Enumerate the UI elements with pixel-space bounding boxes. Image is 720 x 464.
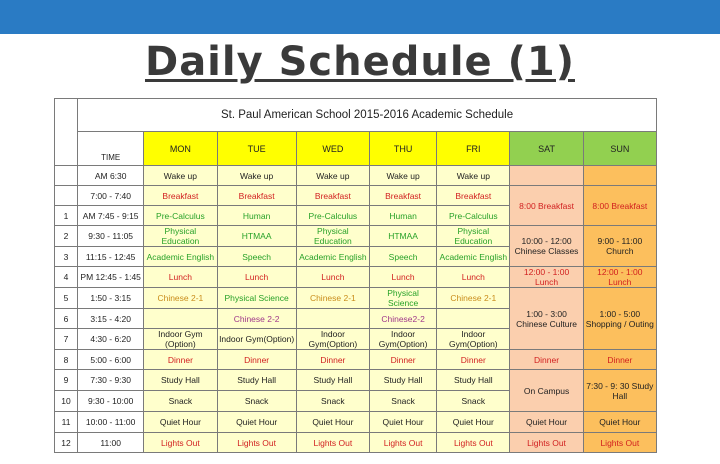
cell-tue: Lights Out xyxy=(217,433,296,453)
day-header-tue: TUE xyxy=(217,132,296,166)
table-row xyxy=(55,350,657,370)
day-header-fri: FRI xyxy=(437,132,510,166)
row-time: 1:50 - 3:15 xyxy=(78,288,144,309)
cell-fri: Wake up xyxy=(437,166,510,186)
time-header: TIME xyxy=(78,132,144,166)
cell-thu: HTMAA xyxy=(369,226,436,247)
row-time: AM 7:45 - 9:15 xyxy=(78,206,144,226)
cell-thu: Speech xyxy=(369,247,436,267)
row-time: 9:30 - 11:05 xyxy=(78,226,144,247)
cell-tue: Physical Science xyxy=(217,288,296,309)
cell-sat-evening: On Campus xyxy=(510,370,583,412)
cell-thu: Lights Out xyxy=(369,433,436,453)
cell-tue: Indoor Gym(Option) xyxy=(217,329,296,350)
cell-fri: Quiet Hour xyxy=(437,412,510,433)
cell-mon: Snack xyxy=(144,391,217,412)
top-banner xyxy=(0,0,720,34)
cell-mon: Wake up xyxy=(144,166,217,186)
cell-fri: Dinner xyxy=(437,350,510,370)
row-time: 5:00 - 6:00 xyxy=(78,350,144,370)
schedule-table xyxy=(54,98,657,453)
row-time: 7:30 - 9:30 xyxy=(78,370,144,391)
cell-thu: Chinese2-2 xyxy=(369,309,436,329)
cell-sat-lunch: 12:00 - 1:00 Lunch xyxy=(510,267,583,288)
row-number: 12 xyxy=(55,433,78,453)
cell-mon: Pre-Calculus xyxy=(144,206,217,226)
cell-tue: Dinner xyxy=(217,350,296,370)
cell-sat-breakfast: 8:00 Breakfast xyxy=(510,186,583,226)
row-number xyxy=(55,186,78,206)
row-number: 9 xyxy=(55,370,78,391)
day-header-thu: THU xyxy=(369,132,436,166)
cell-mon: Chinese 2-1 xyxy=(144,288,217,309)
row-number: 10 xyxy=(55,391,78,412)
row-number: 5 xyxy=(55,288,78,309)
cell-wed: Wake up xyxy=(296,166,369,186)
cell-mon: Quiet Hour xyxy=(144,412,217,433)
cell-mon: Physical Education xyxy=(144,226,217,247)
table-row xyxy=(55,433,657,453)
day-header-sat: SAT xyxy=(510,132,583,166)
cell-fri: Pre-Calculus xyxy=(437,206,510,226)
table-caption: St. Paul American School 2015-2016 Academic Schedule xyxy=(78,99,657,132)
cell-sat-lights: Lights Out xyxy=(510,433,583,453)
cell-fri: Indoor Gym(Option) xyxy=(437,329,510,350)
cell-wed: Quiet Hour xyxy=(296,412,369,433)
day-header-wed: WED xyxy=(296,132,369,166)
cell-tue: Speech xyxy=(217,247,296,267)
cell-sun-lunch: 12:00 - 1:00 Lunch xyxy=(583,267,656,288)
row-time: AM 6:30 xyxy=(78,166,144,186)
cell-mon xyxy=(144,309,217,329)
row-time: 11:00 xyxy=(78,433,144,453)
cell-wed: Study Hall xyxy=(296,370,369,391)
cell-fri: Study Hall xyxy=(437,370,510,391)
cell-tue: Breakfast xyxy=(217,186,296,206)
cell-thu: Dinner xyxy=(369,350,436,370)
row-time: PM 12:45 - 1:45 xyxy=(78,267,144,288)
cell-tue: Wake up xyxy=(217,166,296,186)
cell-wed: Indoor Gym(Option) xyxy=(296,329,369,350)
cell-tue: Study Hall xyxy=(217,370,296,391)
row-time: 3:15 - 4:20 xyxy=(78,309,144,329)
cell-wed: Breakfast xyxy=(296,186,369,206)
corner-cell xyxy=(55,99,78,166)
cell-wed: Lunch xyxy=(296,267,369,288)
row-time: 11:15 - 12:45 xyxy=(78,247,144,267)
cell-wed: Chinese 2-1 xyxy=(296,288,369,309)
cell-fri: Academic English xyxy=(437,247,510,267)
cell-wed: Lights Out xyxy=(296,433,369,453)
cell-thu: Study Hall xyxy=(369,370,436,391)
cell-fri: Lights Out xyxy=(437,433,510,453)
cell-wed xyxy=(296,309,369,329)
day-header-sun: SUN xyxy=(583,132,656,166)
row-number: 2 xyxy=(55,226,78,247)
cell-thu: Wake up xyxy=(369,166,436,186)
cell-tue: HTMAA xyxy=(217,226,296,247)
row-number: 8 xyxy=(55,350,78,370)
cell-sun-empty xyxy=(583,166,656,186)
cell-tue: Snack xyxy=(217,391,296,412)
cell-mon: Dinner xyxy=(144,350,217,370)
cell-sun-evening: 7:30 - 9: 30 Study Hall xyxy=(583,370,656,412)
row-time: 7:00 - 7:40 xyxy=(78,186,144,206)
row-number: 3 xyxy=(55,247,78,267)
cell-tue: Lunch xyxy=(217,267,296,288)
cell-wed: Dinner xyxy=(296,350,369,370)
cell-fri: Chinese 2-1 xyxy=(437,288,510,309)
cell-fri: Breakfast xyxy=(437,186,510,206)
cell-sun-morning: 9:00 - 11:00 Church xyxy=(583,226,656,267)
cell-sun-breakfast: 8:00 Breakfast xyxy=(583,186,656,226)
cell-mon: Indoor Gym (Option) xyxy=(144,329,217,350)
row-time: 9:30 - 10:00 xyxy=(78,391,144,412)
cell-fri: Physical Education xyxy=(437,226,510,247)
cell-sat-morning: 10:00 - 12:00 Chinese Classes xyxy=(510,226,583,267)
cell-sat-dinner: Dinner xyxy=(510,350,583,370)
cell-sun-quiet: Quiet Hour xyxy=(583,412,656,433)
table-row xyxy=(55,166,657,186)
cell-thu: Lunch xyxy=(369,267,436,288)
table-row xyxy=(55,186,657,206)
cell-mon: Study Hall xyxy=(144,370,217,391)
table-row xyxy=(55,267,657,288)
cell-sat-empty xyxy=(510,166,583,186)
row-number xyxy=(55,166,78,186)
table-row xyxy=(55,412,657,433)
cell-thu: Breakfast xyxy=(369,186,436,206)
table-row xyxy=(55,288,657,309)
day-header-mon: MON xyxy=(144,132,217,166)
cell-fri xyxy=(437,309,510,329)
cell-wed: Academic English xyxy=(296,247,369,267)
cell-sun-dinner: Dinner xyxy=(583,350,656,370)
row-number: 4 xyxy=(55,267,78,288)
row-number: 11 xyxy=(55,412,78,433)
cell-fri: Snack xyxy=(437,391,510,412)
cell-wed: Snack xyxy=(296,391,369,412)
cell-mon: Lunch xyxy=(144,267,217,288)
row-time: 10:00 - 11:00 xyxy=(78,412,144,433)
cell-thu: Physical Science xyxy=(369,288,436,309)
row-number: 1 xyxy=(55,206,78,226)
cell-thu: Quiet Hour xyxy=(369,412,436,433)
cell-thu: Indoor Gym(Option) xyxy=(369,329,436,350)
cell-thu: Snack xyxy=(369,391,436,412)
cell-sun-lights: Lights Out xyxy=(583,433,656,453)
cell-mon: Academic English xyxy=(144,247,217,267)
cell-wed: Physical Education xyxy=(296,226,369,247)
cell-tue: Quiet Hour xyxy=(217,412,296,433)
cell-tue: Chinese 2-2 xyxy=(217,309,296,329)
row-time: 4:30 - 6:20 xyxy=(78,329,144,350)
cell-mon: Lights Out xyxy=(144,433,217,453)
table-row xyxy=(55,370,657,391)
cell-sat-quiet: Quiet Hour xyxy=(510,412,583,433)
cell-mon: Breakfast xyxy=(144,186,217,206)
cell-wed: Pre-Calculus xyxy=(296,206,369,226)
cell-fri: Lunch xyxy=(437,267,510,288)
row-number: 7 xyxy=(55,329,78,350)
table-row xyxy=(55,226,657,247)
cell-sun-afternoon: 1:00 - 5:00 Shopping / Outing xyxy=(583,288,656,350)
cell-thu: Human xyxy=(369,206,436,226)
page-title: Daily Schedule (1) xyxy=(144,39,575,85)
cell-sat-afternoon: 1:00 - 3:00 Chinese Culture xyxy=(510,288,583,350)
row-number: 6 xyxy=(55,309,78,329)
cell-tue: Human xyxy=(217,206,296,226)
